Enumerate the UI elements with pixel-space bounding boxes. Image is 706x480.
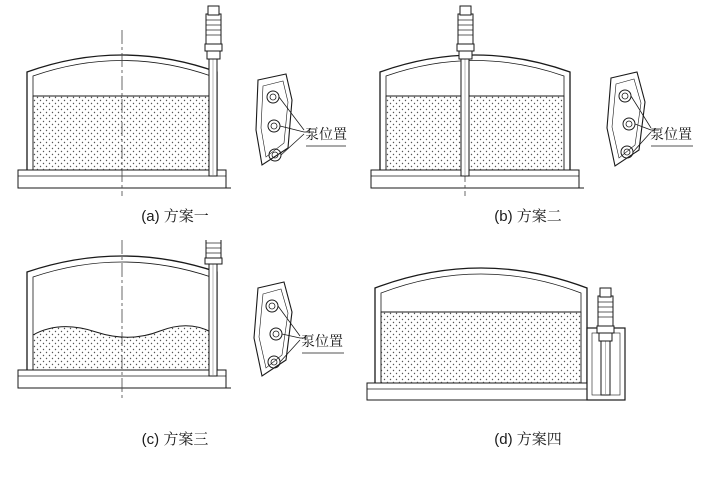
pump-position-label-b: 泵位置 xyxy=(650,126,692,142)
panel-b xyxy=(353,0,706,235)
panel-a xyxy=(0,0,353,235)
panel-d-drawing xyxy=(353,240,706,440)
panel-b-drawing xyxy=(353,0,706,235)
panel-d xyxy=(353,240,706,440)
pump-position-label-a: 泵位置 xyxy=(305,126,347,142)
panel-b-caption: (b) 方案二 xyxy=(494,208,562,225)
panel-c xyxy=(0,240,353,440)
pump-position-label-c: 泵位置 xyxy=(301,333,343,349)
panel-a-caption: (a) 方案一 xyxy=(141,208,209,225)
panel-a-drawing xyxy=(0,0,353,235)
panel-d-caption: (d) 方案四 xyxy=(494,431,562,448)
panel-c-caption: (c) 方案三 xyxy=(141,431,209,448)
